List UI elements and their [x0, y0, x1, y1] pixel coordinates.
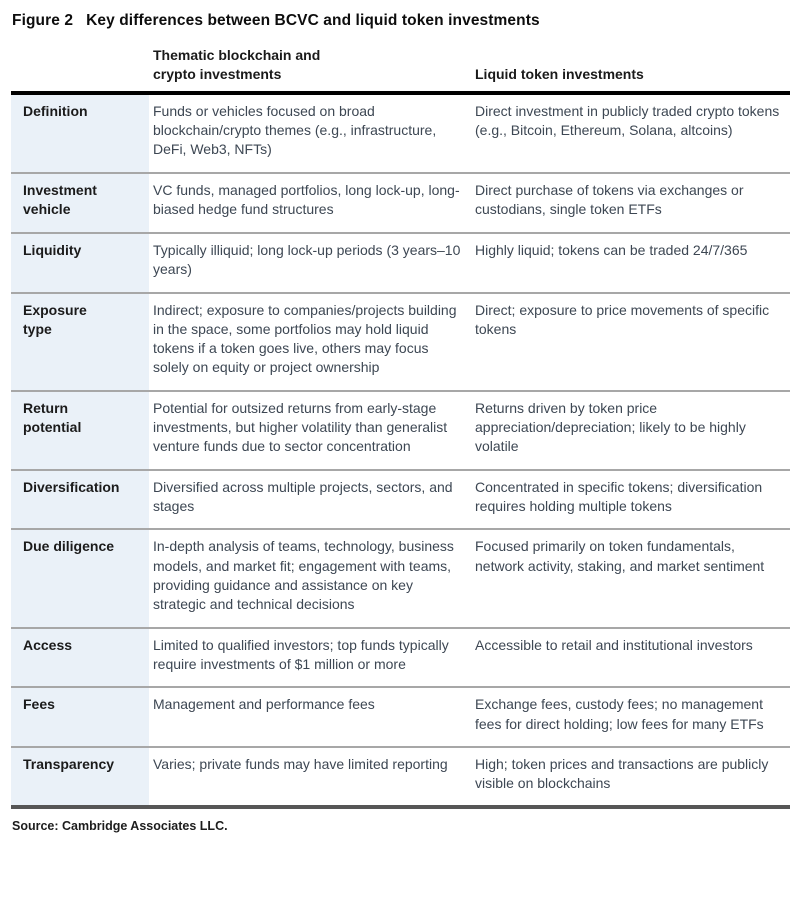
row-label: Due diligence — [11, 529, 149, 627]
row-label: Diversification — [11, 470, 149, 530]
liquid-cell: Accessible to retail and institutional investors — [471, 628, 790, 688]
figure-title-text: Key differences between BCVC and liquid token investments — [86, 12, 540, 29]
liquid-cell: Returns driven by token price appreciation/depreciation; likely to be highly volatile — [471, 391, 790, 470]
liquid-cell: Highly liquid; tokens can be traded 24/7/365 — [471, 233, 790, 293]
liquid-cell: Focused primarily on token fundamentals, network activity, staking, and market sentiment — [471, 529, 790, 627]
liquid-cell: High; token prices and transactions are publicly visible on blockchains — [471, 747, 790, 808]
table-row-return-potential — [11, 391, 790, 470]
table-row-liquidity — [11, 233, 790, 293]
table-row-access — [11, 628, 790, 688]
table-header — [11, 44, 790, 93]
table-row-diversification — [11, 470, 790, 530]
table-row-fees — [11, 687, 790, 747]
comparison-table — [11, 44, 790, 809]
liquid-cell: Direct; exposure to price movements of specific tokens — [471, 293, 790, 391]
thematic-cell: Potential for outsized returns from early-stage investments, but higher volatility than generalist venture funds due to sector concentration — [149, 391, 471, 470]
table-row-definition — [11, 93, 790, 173]
liquid-cell: Direct purchase of tokens via exchanges or custodians, single token ETFs — [471, 173, 790, 233]
row-label: Fees — [11, 687, 149, 747]
table-body — [11, 93, 790, 808]
thematic-cell: Management and performance fees — [149, 687, 471, 747]
figure-label: Figure 2 — [12, 12, 74, 29]
row-label: Exposure type — [11, 293, 149, 391]
source-note: Source: Cambridge Associates LLC. — [12, 819, 228, 834]
liquid-cell: Exchange fees, custody fees; no management fees for direct holding; low fees for many ETFs — [471, 687, 790, 747]
row-label: Investment vehicle — [11, 173, 149, 233]
row-label: Transparency — [11, 747, 149, 808]
table-row-investment-vehicle — [11, 173, 790, 233]
table-row-due-diligence — [11, 529, 790, 627]
row-label: Liquidity — [11, 233, 149, 293]
row-label: Definition — [11, 93, 149, 173]
row-label: Return potential — [11, 391, 149, 470]
header-liquid-label: Liquid token investments — [475, 65, 644, 82]
thematic-cell: Indirect; exposure to companies/projects building in the space, some portfolios may hold liquid tokens if a token goes live, others may focus solely on equity or project ownership — [149, 293, 471, 391]
thematic-cell: Funds or vehicles focused on broad blockchain/crypto themes (e.g., infrastructure, DeFi, Web3, NFTs) — [149, 93, 471, 173]
thematic-cell: In-depth analysis of teams, technology, business models, and market fit; engagement with teams, providing guidance and assistance on key strategic and technical decisions — [149, 529, 471, 627]
thematic-cell: Limited to qualified investors; top funds typically require investments of $1 million or more — [149, 628, 471, 688]
header-thematic-label: Thematic blockchain and crypto investments — [153, 47, 321, 82]
liquid-cell: Direct investment in publicly traded crypto tokens (e.g., Bitcoin, Ethereum, Solana, altcoins) — [471, 93, 790, 173]
table-row-transparency — [11, 747, 790, 808]
thematic-cell: VC funds, managed portfolios, long lock-up, long-biased hedge fund structures — [149, 173, 471, 233]
header-liquid — [471, 44, 790, 93]
header-empty-cell — [11, 44, 149, 93]
liquid-cell: Concentrated in specific tokens; diversification requires holding multiple tokens — [471, 470, 790, 530]
table-row-exposure-type — [11, 293, 790, 391]
figure-title — [12, 12, 790, 30]
thematic-cell: Diversified across multiple projects, sectors, and stages — [149, 470, 471, 530]
header-thematic — [149, 44, 471, 93]
header-row — [11, 44, 790, 93]
thematic-cell: Varies; private funds may have limited reporting — [149, 747, 471, 808]
thematic-cell: Typically illiquid; long lock-up periods (3 years–10 years) — [149, 233, 471, 293]
row-label: Access — [11, 628, 149, 688]
